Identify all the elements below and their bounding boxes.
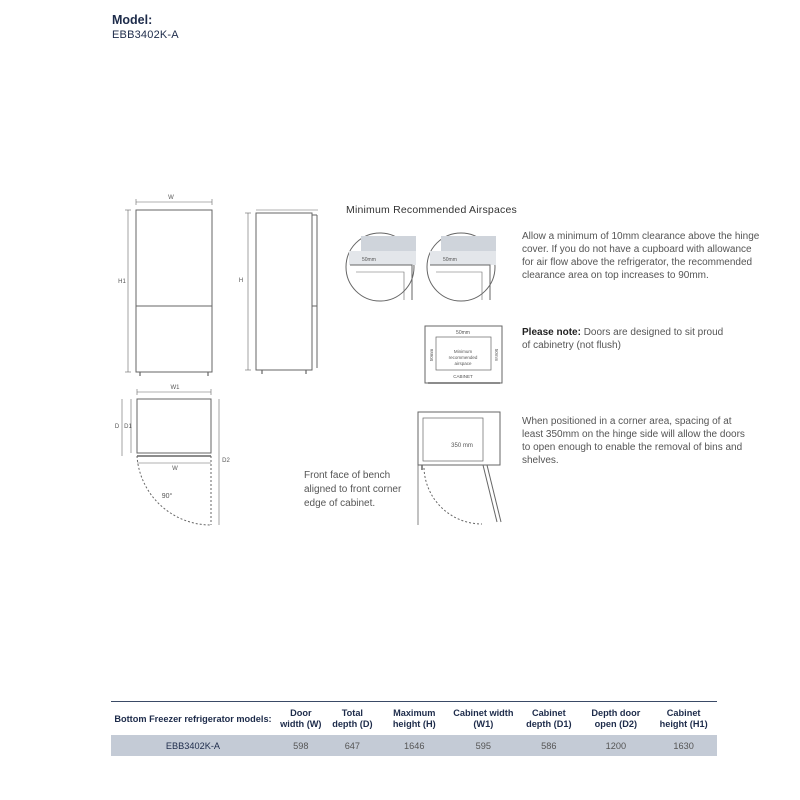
cell-cabinet-height: 1630 <box>650 735 717 756</box>
label-w-front: W <box>168 195 174 201</box>
label-cabinet-top-gap: 50mm <box>456 330 470 336</box>
corner-note: When positioned in a corner area, spacing of at least 350mm on the hinge side will allow the doors to open enough to enable the removal of bins and shelves. <box>522 416 745 466</box>
label-w-top: W <box>172 466 178 472</box>
header-cabinet-height: Cabinet height (H1) <box>650 702 717 736</box>
label-cabinet-left-gap: 50mm <box>429 348 434 362</box>
label-d2: D2 <box>222 458 230 464</box>
top-view-diagram <box>122 389 219 525</box>
label-airspace-line3: airspace <box>454 361 472 366</box>
label-circle-left-gap: 50mm <box>362 257 376 263</box>
model-number: EBB3402K-A <box>112 29 179 41</box>
corner-door-swing-arc <box>424 468 482 524</box>
header-door-width: Door width (W) <box>275 702 327 736</box>
cell-door-width: 598 <box>275 735 327 756</box>
label-d: D <box>114 424 120 430</box>
front-view-diagram <box>125 199 212 376</box>
table-header-row <box>111 702 717 736</box>
header-models: Bottom Freezer refrigerator models: <box>111 702 275 736</box>
cell-max-height: 1646 <box>378 735 450 756</box>
clearance-detail-left <box>346 233 416 301</box>
label-airspace-line2: recommended <box>448 355 478 360</box>
side-view-diagram <box>245 210 318 374</box>
label-airspace-line1: Minimum <box>453 349 473 354</box>
model-label: Model: <box>112 13 153 27</box>
cell-total-depth: 647 <box>327 735 378 756</box>
header-cabinet-depth: Cabinet depth (D1) <box>516 702 581 736</box>
please-note <box>522 326 732 352</box>
cell-cabinet-width: 595 <box>450 735 516 756</box>
header-depth-door-open: Depth door open (D2) <box>581 702 650 736</box>
clearance-detail-right <box>427 233 496 301</box>
fridge-side-body <box>256 213 312 370</box>
label-w1: W1 <box>170 385 180 391</box>
label-cabinet-right-gap: 50mm <box>494 348 499 362</box>
dimensions-table <box>111 701 717 756</box>
please-note-text: Doors are designed to sit proud of cabinetry (not flush) <box>522 327 724 351</box>
label-angle: 90° <box>161 493 173 500</box>
header-cabinet-width: Cabinet width (W1) <box>450 702 516 736</box>
header-max-height: Maximum height (H) <box>378 702 450 736</box>
cell-model: EBB3402K-A <box>111 735 275 756</box>
fridge-top-body <box>137 399 211 453</box>
label-cabinet: CABINET <box>453 374 473 379</box>
airspaces-title: Minimum Recommended Airspaces <box>346 204 517 216</box>
bench-note: Front face of bench aligned to front corner edge of cabinet. <box>304 470 402 509</box>
label-h1: H1 <box>118 279 126 285</box>
corner-clearance-diagram <box>418 412 501 525</box>
please-note-label: Please note: <box>522 327 581 338</box>
cell-cabinet-depth: 586 <box>516 735 581 756</box>
table-row <box>111 735 717 756</box>
label-circle-right-gap: 50mm <box>443 257 457 263</box>
label-d1: D1 <box>124 424 132 430</box>
clearance-note: Allow a minimum of 10mm clearance above the hinge cover. If you do not have a cupboard with allowance for air flow above the refrigerator, the recommended clearance area on top increases to 90mm. <box>522 231 760 281</box>
label-corner-gap: 350 mm <box>451 443 473 449</box>
cell-depth-door-open: 1200 <box>581 735 650 756</box>
label-h: H <box>238 278 244 284</box>
fridge-front-body <box>136 210 212 372</box>
header-total-depth: Total depth (D) <box>327 702 378 736</box>
